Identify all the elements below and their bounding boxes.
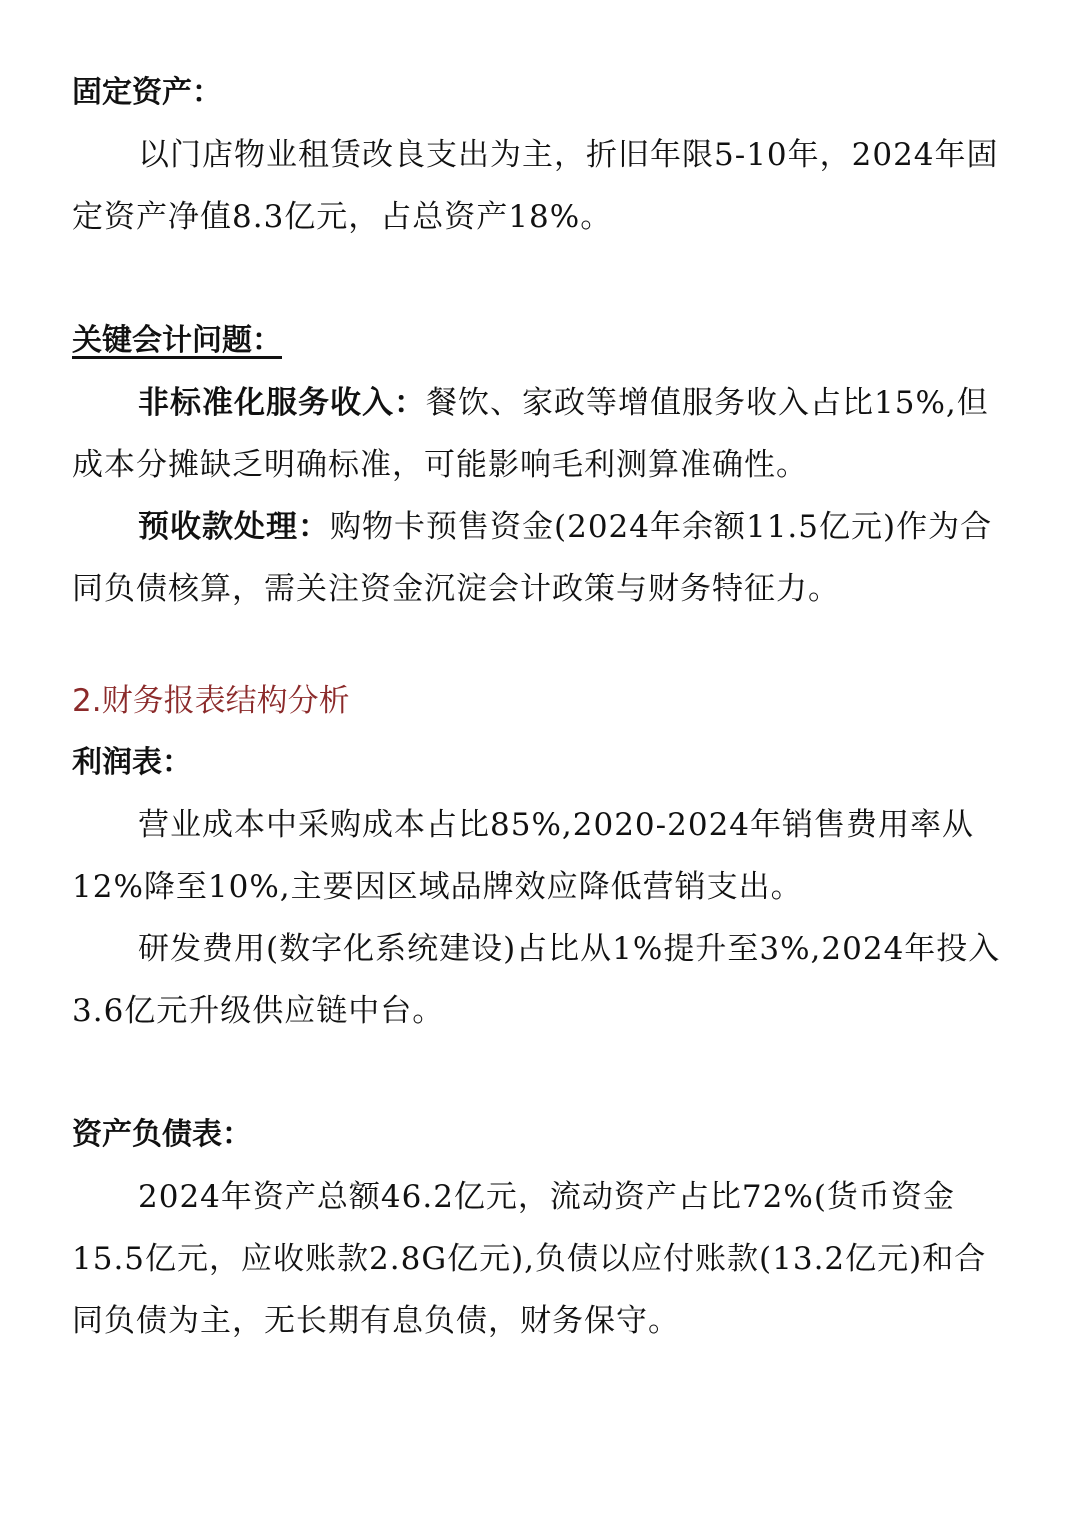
section-title: 2.财务报表结构分析 bbox=[72, 683, 350, 719]
key-issue-text: 餐饮、家政等增值服务收入占比15%,但成本分摊缺乏明确标准，可能影响毛利测算准确性。 bbox=[72, 385, 989, 483]
balance-sheet-paragraph: 2024年资产总额46.2亿元，流动资产占比72%(货币资金15.5亿元，应收账款2.8G亿元),负债以应付账款(13.2亿元)和合同负债为主，无长期有息负债，财务保守。 bbox=[72, 1179, 987, 1339]
income-statement-paragraph: 营业成本中采购成本占比85%,2020-2024年销售费用率从12%降至10%,主要因区域品牌效应降低营销支出。 bbox=[72, 807, 975, 905]
spacer bbox=[72, 1042, 1012, 1104]
spacer bbox=[72, 620, 1012, 670]
income-statement-paragraph: 研发费用(数字化系统建设)占比从1%提升至3%,2024年投入3.6亿元升级供应链中台。 bbox=[72, 931, 1001, 1029]
key-issue-text: 购物卡预售资金(2024年余额11.5亿元)作为合同负债核算，需关注资金沉淀会计政策与财务特征力。 bbox=[72, 509, 993, 607]
key-issues-heading: 关键会计问题： bbox=[72, 323, 282, 358]
balance-sheet-heading: 资产负债表： bbox=[72, 1117, 252, 1152]
key-issue-paragraph bbox=[72, 372, 1012, 496]
document-page bbox=[72, 62, 1012, 1352]
spacer bbox=[72, 248, 1012, 310]
key-issue-label: 预收款处理： bbox=[138, 509, 330, 545]
fixed-assets-paragraph: 以门店物业租赁改良支出为主，折旧年限5-10年，2024年固定资产净值8.3亿元，占总资产18%。 bbox=[72, 137, 999, 235]
key-issue-label: 非标准化服务收入： bbox=[138, 385, 426, 421]
key-issue-paragraph bbox=[72, 496, 1012, 620]
income-statement-heading: 利润表： bbox=[72, 745, 192, 780]
fixed-assets-heading: 固定资产： bbox=[72, 75, 222, 110]
